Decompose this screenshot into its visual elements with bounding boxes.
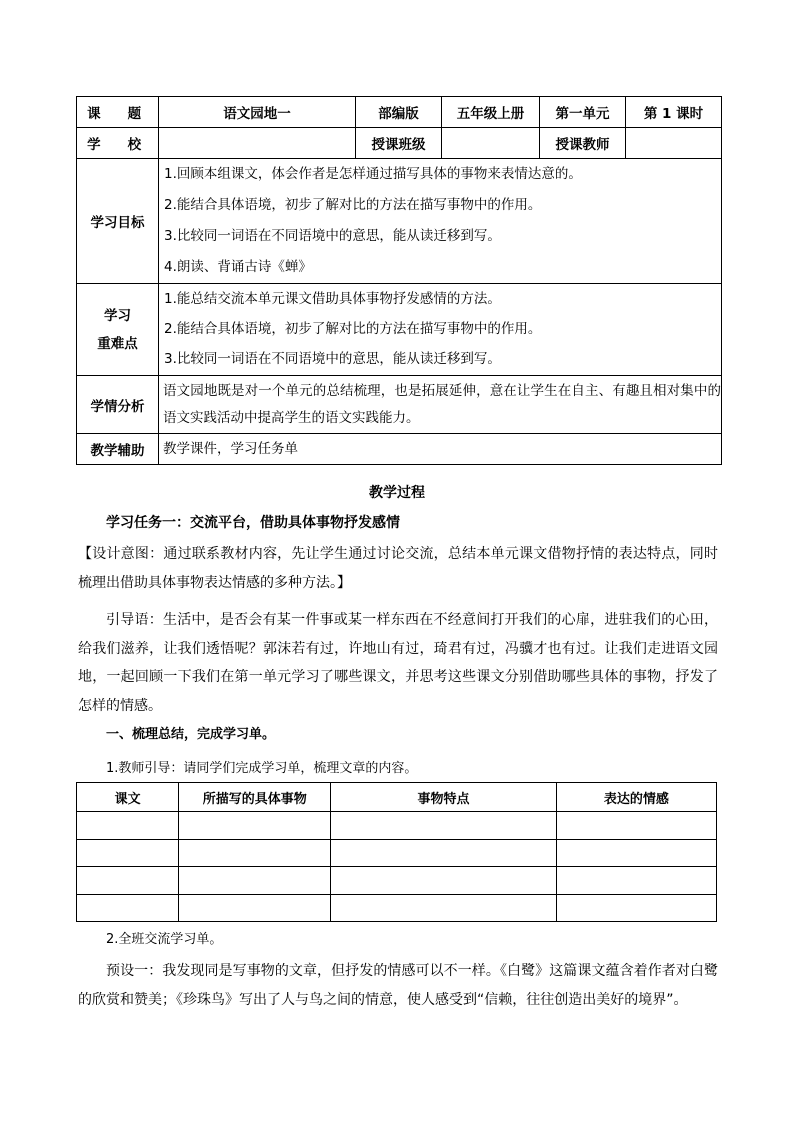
- blank-cell: [331, 812, 556, 840]
- goal-item: 3.比较同一词语在不同语境中的意思，能从读迁移到写。: [164, 228, 501, 244]
- teacher-value: [626, 128, 722, 159]
- aids-label: 教学辅助: [77, 434, 159, 465]
- key-point-item: 3.比较同一词语在不同语境中的意思，能从读迁移到写。: [164, 351, 501, 367]
- class-value: [442, 128, 540, 159]
- teacher-label: 授课教师: [540, 128, 626, 159]
- process-title: 教学过程: [369, 485, 425, 501]
- school-value: [159, 128, 356, 159]
- column-header: 事物特点: [331, 783, 556, 812]
- blank-cell: [179, 867, 331, 895]
- blank-cell: [556, 894, 716, 922]
- blank-cell: [179, 894, 331, 922]
- column-header: 表达的情感: [556, 783, 716, 812]
- blank-cell: [77, 839, 179, 867]
- lesson-label: 课 题: [77, 97, 159, 128]
- blank-cell: [179, 839, 331, 867]
- task1-title: 学习任务一：交流平台，借助具体事物抒发感情: [106, 515, 400, 531]
- blank-cell: [77, 894, 179, 922]
- goal-item: 2.能结合具体语境，初步了解对比的方法在描写事物中的作用。: [164, 197, 542, 213]
- aids-text: 教学课件，学习任务单: [159, 434, 722, 465]
- grade: 五年级上册: [442, 97, 540, 128]
- column-header: 所描写的具体事物: [179, 783, 331, 812]
- step2: 2.全班交流学习单。: [106, 932, 223, 947]
- table-row: [77, 839, 717, 867]
- blank-cell: [331, 839, 556, 867]
- lesson-name: 语文园地一: [159, 97, 356, 128]
- blank-cell: [179, 812, 331, 840]
- table-row: [77, 894, 717, 922]
- blank-cell: [331, 867, 556, 895]
- goal-item: 1.回顾本组课文，体会作者是怎样通过描写具体的事物来表情达意的。: [164, 166, 582, 182]
- key-point-item: 1.能总结交流本单元课文借助具体事物抒发感情的方法。: [164, 291, 501, 307]
- column-header: 课文: [77, 783, 179, 812]
- goal-item: 4.朗读、背诵古诗《蝉》: [164, 259, 312, 275]
- edition: 部编版: [356, 97, 442, 128]
- blank-cell: [77, 867, 179, 895]
- analysis-label: 学情分析: [77, 376, 159, 434]
- preset1-paragraph: 预设一：我发现同是写事物的文章，但抒发的情感可以不一样。《白鹭》这篇课文蕴含着作者对白鹭的欣赏和赞美；《珍珠鸟》写出了人与鸟之间的情意，使人感受到“信赖，往往创造出美好的境界”。: [78, 963, 718, 1008]
- goals-label: 学习目标: [77, 159, 159, 284]
- analysis-text: 语文园地既是对一个单元的总结梳理，也是拓展延伸，意在让学生在自主、有趣且相对集中的语文实践活动中提高学生的语文实践能力。: [159, 376, 722, 434]
- key-point-item: 2.能结合具体语境，初步了解对比的方法在描写事物中的作用。: [164, 321, 542, 337]
- blank-cell: [331, 894, 556, 922]
- section1-heading: 一、梳理总结，完成学习单。: [106, 727, 276, 742]
- class-label: 授课班级: [356, 128, 442, 159]
- goals-list: [159, 159, 722, 284]
- unit: 第一单元: [540, 97, 626, 128]
- step1: 1.教师引导：请同学们完成学习单，梳理文章的内容。: [106, 761, 418, 776]
- learning-sheet-table: [76, 782, 717, 922]
- blank-cell: [556, 812, 716, 840]
- blank-cell: [556, 867, 716, 895]
- school-label: 学 校: [77, 128, 159, 159]
- lesson-info-table: [76, 96, 722, 465]
- key-points-list: [159, 284, 722, 376]
- key-points-label: 学习 重难点: [77, 284, 159, 376]
- blank-cell: [77, 812, 179, 840]
- blank-cell: [556, 839, 716, 867]
- period: 第 1 课时: [626, 97, 722, 128]
- table-row: [77, 812, 717, 840]
- table-row: [77, 867, 717, 895]
- design-intent: 【设计意图：通过联系教材内容，先让学生通过讨论交流，总结本单元课文借物抒情的表达特点，同时梳理出借助具体事物表达情感的多种方法。】: [78, 546, 718, 591]
- intro-paragraph: 引导语：生活中，是否会有某一件事或某一样东西在不经意间打开我们的心扉，进驻我们的心田，给我们滋养，让我们透悟呢？郭沫若有过，许地山有过，琦君有过，冯骥才也有过。让我们走进语文园地，一起回顾一下我们在第一单元学习了哪些课文，并思考这些课文分别借助哪些具体的事物，抒发了怎样的情感。: [78, 612, 718, 714]
